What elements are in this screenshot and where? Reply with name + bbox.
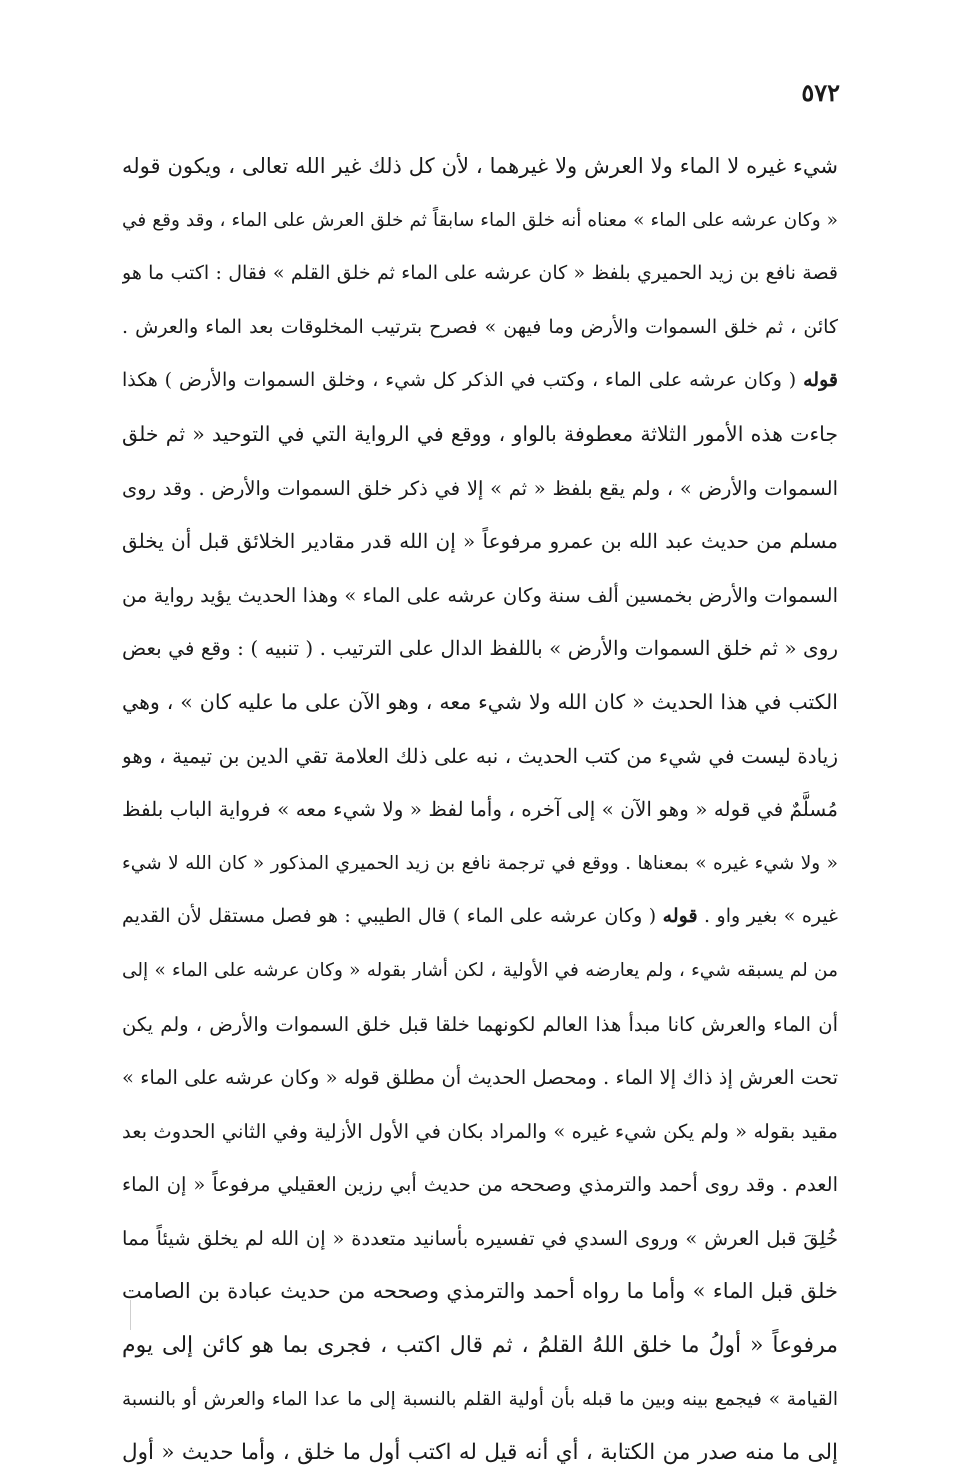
text-line [122, 1158, 838, 1212]
text-line [122, 622, 838, 676]
line-text: « وكان عرشه على الماء » معناه أنه خلق الماء سابقاً ثم خلق العرش على الماء ، وقد وقع في [122, 209, 838, 231]
line-text: شيء غيره لا الماء ولا العرش ولا غيرهما ، لأن كل ذلك غير الله تعالى ، ويكون قوله [122, 154, 838, 178]
line-text: الكتب في هذا الحديث « كان الله ولا شيء معه ، وهو الآن على ما عليه كان » ، وهي [122, 689, 838, 714]
text-line [122, 569, 838, 623]
text-line [122, 1265, 838, 1319]
line-text: مرفوعاً « أولُ ما خلق اللهُ القلمُ ، ثم قال اكتب ، فجرى بما هو كائن إلى يوم [122, 1333, 838, 1359]
text-line [122, 1051, 838, 1105]
page-body-text [122, 140, 838, 1480]
text-line [122, 194, 838, 248]
text-line [122, 944, 838, 998]
text-line [122, 1426, 838, 1480]
text-line [122, 408, 838, 462]
text-line [122, 837, 838, 891]
text-line [122, 462, 838, 516]
line-text: ( وكان عرشه على الماء ) قال الطيبي : هو فصل مستقل لأن القديم [122, 905, 663, 928]
line-text: العدم . وقد روى أحمد والترمذي وصححه من حديث أبي رزين العقيلي مرفوعاً « إن الماء [122, 1173, 838, 1197]
line-text: من لم يسبقه شيء ، ولم يعارضه في الأولية ، لكن أشار بقوله « وكان عرشه على الماء » إلى [122, 959, 838, 981]
line-text: مقيد بقوله « ولم يكن شيء غيره » والمراد بكان في الأول الأزلية وفي الثاني الحدوث بعد [122, 1119, 838, 1143]
line-text: روى « ثم خلق السموات والأرض » باللفظ الدال على الترتيب . ( تنبيه ) : وقع في بعض [122, 636, 838, 661]
line-text: القيامة » فيجمع بينه وبين ما قبله بأن أولية القلم بالنسبة إلى ما عدا الماء والعرش أو بالنسبة [122, 1388, 838, 1410]
text-line [122, 676, 838, 730]
text-line [122, 783, 838, 837]
line-text: زيادة ليست في شيء من كتب الحديث ، نبه على ذلك العلامة تقي الدين بن تيمية ، وهو [122, 743, 838, 768]
line-text: خلق قبل الماء » وأما ما رواه أحمد والترمذي وصححه من حديث عبادة بن الصامت [122, 1279, 838, 1304]
text-line [122, 1212, 838, 1266]
text-line [122, 301, 838, 355]
line-text: جاءت هذه الأمور الثلاثة معطوفة بالواو ، ووقع في الرواية التي في التوحيد « ثم خلق [122, 421, 838, 446]
line-text: غيره » بغير واو . [697, 905, 838, 928]
text-line [122, 890, 838, 944]
text-line [122, 1105, 838, 1159]
text-line [122, 1319, 838, 1373]
line-text: السموات والأرض » ، ولم يقع بلفظ « ثم » إلا في ذكر خلق السموات والأرض . وقد روى [122, 476, 838, 500]
line-text: كائن ، ثم خلق السموات والأرض وما فيهن » فصرح بترتيب المخلوقات بعد الماء والعرش . [122, 315, 838, 338]
bold-keyword: قوله [662, 905, 698, 928]
text-line [122, 730, 838, 784]
text-line [122, 998, 838, 1052]
text-line [122, 140, 838, 194]
text-line [122, 1373, 838, 1427]
line-text: خُلِقَ قبل العرش » وروى السدي في تفسيره بأسانيد متعددة « إن الله لم يخلق شيئاً مما [122, 1226, 838, 1250]
text-line [122, 515, 838, 569]
line-text: « ولا شيء غيره » بمعناها . ووقع في ترجمة نافع بن زيد الحميري المذكور « كان الله لا شيء [122, 852, 838, 874]
line-text: أن الماء والعرش كانا مبدأ هذا العالم لكونهما خلقا قبل خلق السموات والأرض ، ولم يكن [122, 1012, 838, 1036]
page-number: ٥٧٢ [801, 78, 840, 107]
line-text: إلى ما منه صدر من الكتابة ، أي أنه قيل له اكتب أول ما خلق ، وأما حديث « أول [122, 1440, 838, 1466]
line-text: تحت العرش إذ ذاك إلا الماء . ومحصل الحديث أن مطلق قوله « وكان عرشه على الماء » [122, 1066, 838, 1090]
line-text: قصة نافع بن زيد الحميري بلفظ « كان عرشه على الماء ثم خلق القلم » فقال : اكتب ما هو [122, 262, 838, 285]
line-text: مسلم من حديث عبد الله بن عمرو مرفوعاً « إن الله قدر مقادير الخلائق قبل أن يخلق [122, 529, 838, 554]
bold-keyword: قوله [803, 369, 838, 392]
line-text: مُسلَّمٌ في قوله « وهو الآن » إلى آخره ، وأما لفظ « ولا شيء معه » فرواية الباب بلفظ [122, 797, 838, 822]
line-text: السموات والأرض بخمسين ألف سنة وكان عرشه على الماء » وهذا الحديث يؤيد رواية من [122, 583, 838, 607]
text-line [122, 354, 838, 408]
line-text: ( وكان عرشه على الماء ، وكتب في الذكر كل شيء ، وخلق السموات والأرض ) هكذا [122, 369, 804, 392]
text-line [122, 247, 838, 301]
